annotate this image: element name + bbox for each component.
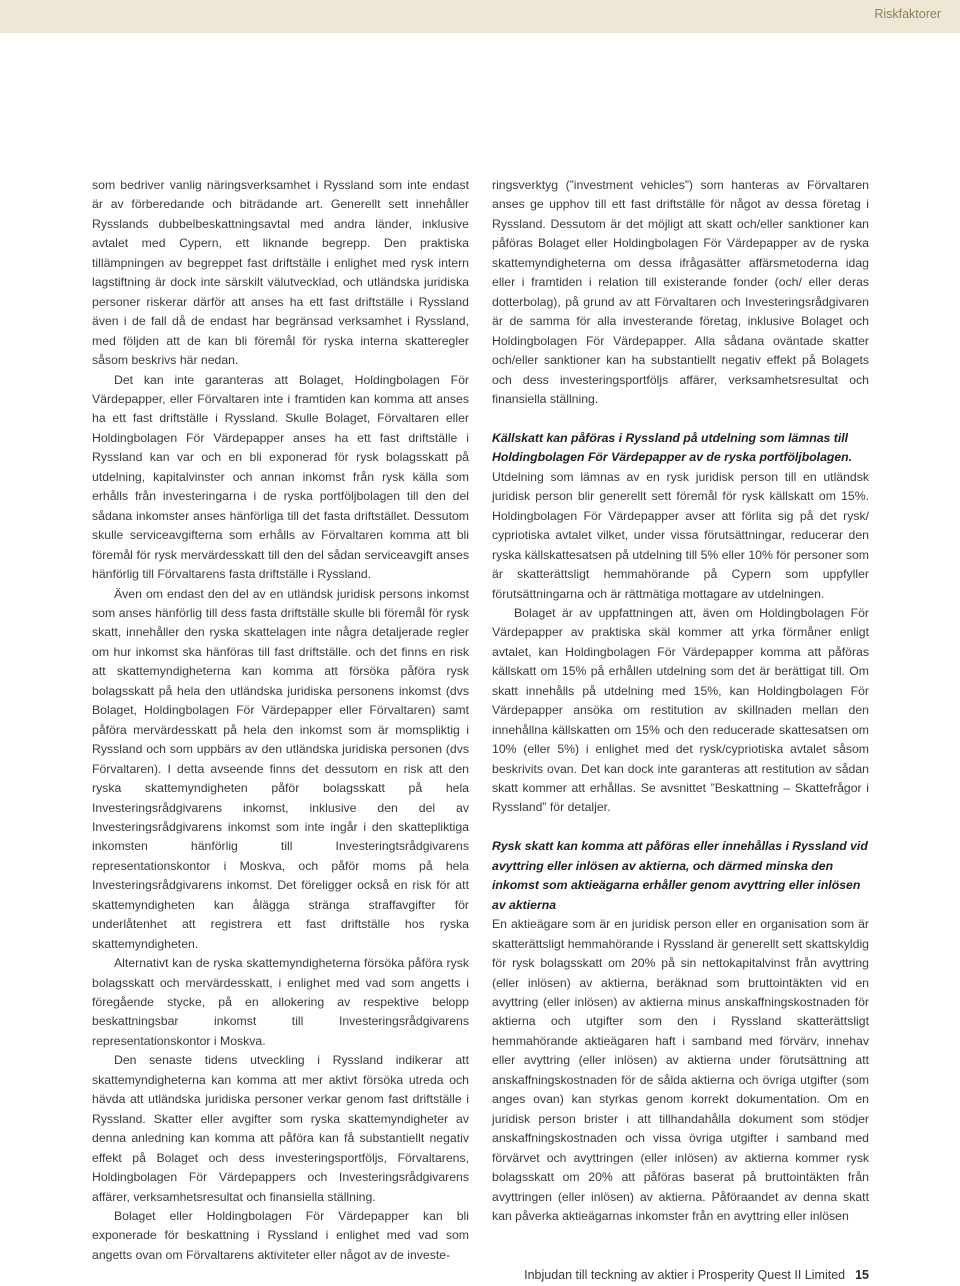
body-paragraph: En aktieägare som är en juridisk person eller en organisation som är skatterättsligt hemmahörande i Ryssland är generellt sett skattskyldig för rysk bolagsskatt om 20% på sin nettokapitalvinst från avyttring (eller inlösen) av aktierna, beräknad som bruttointäkten vid en avyttring (eller inlösen) av aktierna minus anskaffningskostnaden för aktierna och utgifter som den i Ryssland skatterättsligt hemmahörande aktieägaren haft i samband med förvärv, innehav eller avyttring (eller inlösen) av aktierna under förutsättning att anskaffningskostnaden för de sålda aktierna och övriga utgifter (som anges ovan) kan styrkas genom korrekt dokumentation. Om en juridisk person brister i att tillhandahålla dokument som stödjer anskaffningskostnaden och vissa övriga utgifter i samband med förvärvet och avyttringen (eller inlösen) av aktierna kommer rysk bolagsskatt om 20% att påföras baserat på bruttointäkten från avyttringen (eller inlösen) av aktierna. Påföraandet av denna skatt kan påverka aktieägarnas inkomster från en avyttring eller inlösen (492, 917, 869, 1223)
body-paragraph: Den senaste tidens utveckling i Ryssland indikerar att skattemyndigheterna kan komma att mer aktivt försöka utreda och hävda att utländska juridiska personer verkar genom fast driftställe i Ryssland. Skatter eller avgifter som ryska skattemyndigheter av denna anledning kan komma att påföra kan få substantiellt negativ effekt på Bolaget och dess investeringsportföljs, Förvaltarens, Holdingbolagen För Värdepappers och Investeringsrådgivarens affärer, verksamhetsresultat och finansiella ställning. (92, 1053, 469, 1204)
spacer (492, 818, 869, 837)
section-heading: Källskatt kan påföras i Ryssland på utdelning som lämnas till Holdingbolagen För Värdepapper av de ryska portföljbolagen. (492, 430, 853, 465)
page-number: 15 (855, 1268, 869, 1282)
page-footer (524, 1268, 869, 1282)
body-paragraph: Även om endast den del av en utländsk juridisk persons inkomst som anses hänförlig till dess fasta driftställe skulle bli föremål för rysk skatt, innehåller den ryska skattelagen inte några detaljerade regler om hur inkomst ska hänföras till fast driftställe. och det finns en risk att skattemyndigheterna kan komma att försöka påföra rysk bolagsskatt på hela den utländska juridiska personens inkomst (dvs Bolaget, Holdingbolagen För Värdepapper eller Förvaltaren) samt påföra mervärdesskatt på hela den inkomst som är momspliktig i Ryssland och som uppbärs av den utländska juridiska personen (dvs Förvaltaren). I detta avseende finns det dessutom en risk att den ryska skattemyndigheten påför bolagsskatt på hela Investeringsrådgivarens inkomst, inklusive den del av Investeringsrådgivarens inkomst som inte ingår i den skattepliktiga inkomsten hänförlig till Investeringtsrådgivarens representationskontor i Moskva, och påför moms på hela Investeringsrådgivarens inkomst. Det föreligger också en risk för att skattemyndigheten kan ålägga stränga straffavgifter för underlåtenhet att registrera ett fast driftställe hos ryska skattemyndigheten. (92, 586, 469, 951)
header-bar (0, 0, 960, 33)
body-paragraph: Bolaget eller Holdingbolagen För Värdepapper kan bli exponerade för beskattning i Ryssland i enlighet med vad som angetts ovan om Förvaltarens aktiviteter eller något av de investe- (92, 1209, 469, 1262)
body-paragraph: Bolaget är av uppfattningen att, även om Holdingbolagen För Värdepapper av praktiska skäl kommer att yrka förmåner enligt avtalet, kan Holdingbolagen För Värdepapper komma att påföras källskatt om 15% på erhållen utdelning som det är berättigat till. Om skatt innehålls på utdelning med 15%, kan Holdingbolagen För Värdepapper ansöka om restitution av skillnaden mellan den innehållna källskatten om 15% och den reducerade skattesatsen om 10% (eller 5%) i enlighet med det rysk/cypriotiska avtalet såsom beskrivits ovan. Det kan dock inte garanteras att restitution av sådan skatt kommer att erhållas. Se avsnittet ”Beskattning – Skattefrågor i Ryssland” för detaljer. (492, 605, 869, 815)
left-column (92, 176, 469, 1265)
section-heading: Rysk skatt kan komma att påföras eller innehållas i Ryssland vid avyttring eller inlösen av aktierna, och därmed minska den inkomst som aktieägarna erhåller genom avyttring eller inlösen av aktierna (492, 839, 868, 912)
body-paragraph: Alternativt kan de ryska skattemyndigheterna försöka påföra rysk bolagsskatt och mervärdesskatt, i enlighet med vad som angetts i föregående stycke, på en allokering av respektive belopp beskattningsbar inkomst till Investeringsrådgivarens representationskontor i Moskva. (92, 956, 469, 1048)
body-paragraph: ringsverktyg (”investment vehicles”) som hanteras av Förvaltaren anses ge upphov till ett fast driftställe för något av dessa företag i Ryssland. Dessutom är det möjligt att skatt och/eller sanktioner kan påföras Bolaget eller Holdingbolagen För Värdepapper av de ryska skattemyndigheterna om dessa ifrågasätter affärsmetoderna idag eller i framtiden i relation till existerande fonder (och/ eller deras dotterbolag), på grund av att Förvaltaren och Investeringsrådgivaren är de samma för alla investerande företag, inklusive Bolaget och Holdingbolagen För Värdepapper. Alla sådana oväntade skatter och/eller sanktioner kan ha substantiellt negativ effekt på Bolagets och dess investeringsportföljs affärer, verksamhetsresultat och finansiella ställning. (492, 178, 869, 406)
spacer (492, 409, 869, 428)
footer-title: Inbjudan till teckning av aktier i Prosperity Quest II Limited (524, 1268, 846, 1282)
body-paragraph: Det kan inte garanteras att Bolaget, Holdingbolagen För Värdepapper, eller Förvaltaren inte i framtiden kan komma att anses ha ett fast driftställe i Ryssland. Skulle Bolaget, Förvaltaren eller Holdingbolagen För Värdepapper anses ha ett fast driftställe i Ryssland kan var och en bli exponerad för rysk bolagsskatt på utdelning, kapitalvinster och annan inkomst från rysk källa som erhålls från investeringarna i de ryska portföljbolagen till den del sådana inkomster anses hänförliga till det fasta driftstället. Dessutom skulle serviceavgifterna som erhålls av Förvaltaren komma att bli föremål för rysk mervärdesskatt till den del sådan serviceavgift anses hänförlig till Förvaltarens fasta driftställe i Ryssland. (92, 372, 469, 582)
body-paragraph: Utdelning som lämnas av en rysk juridisk person till en utländsk juridisk person blir generellt sett föremål för rysk källskatt om 15%. Holdingbolagen För Värdepapper avser att förlita sig på det rysk/ cypriotiska avtalet vilket, under vissa förutsättningar, reducerar den ryska källskattesatsen på utdelning till 5% eller 10% för personer som är skatterättsligt hemmahörande på Cypern som uppfyller förutsättningarna och är rättmätiga mottagare av utdelningen. (492, 469, 869, 601)
section-title: Riskfaktorer (874, 7, 941, 21)
right-column (492, 176, 869, 1226)
body-paragraph: som bedriver vanlig näringsverksamhet i Ryssland som inte endast är av förberedande och biträdande art. Generellt sett innehåller Rysslands dubbelbeskattningsavtal med andra länder, inklusive avtalet med Cypern, ett liknande begrepp. Den praktiska tillämpningen av begreppet fast driftställe i enlighet med rysk intern lagstiftning är dock inte särskilt välutvecklad, och utländska juridiska personer riskerar därför att anses ha ett fast driftställe i Ryssland även i de fall då de endast har begränsad verksamhet i Ryssland, med följden att de kan bli föremål för ryska interna skatteregler såsom beskrivs här nedan. (92, 178, 469, 368)
